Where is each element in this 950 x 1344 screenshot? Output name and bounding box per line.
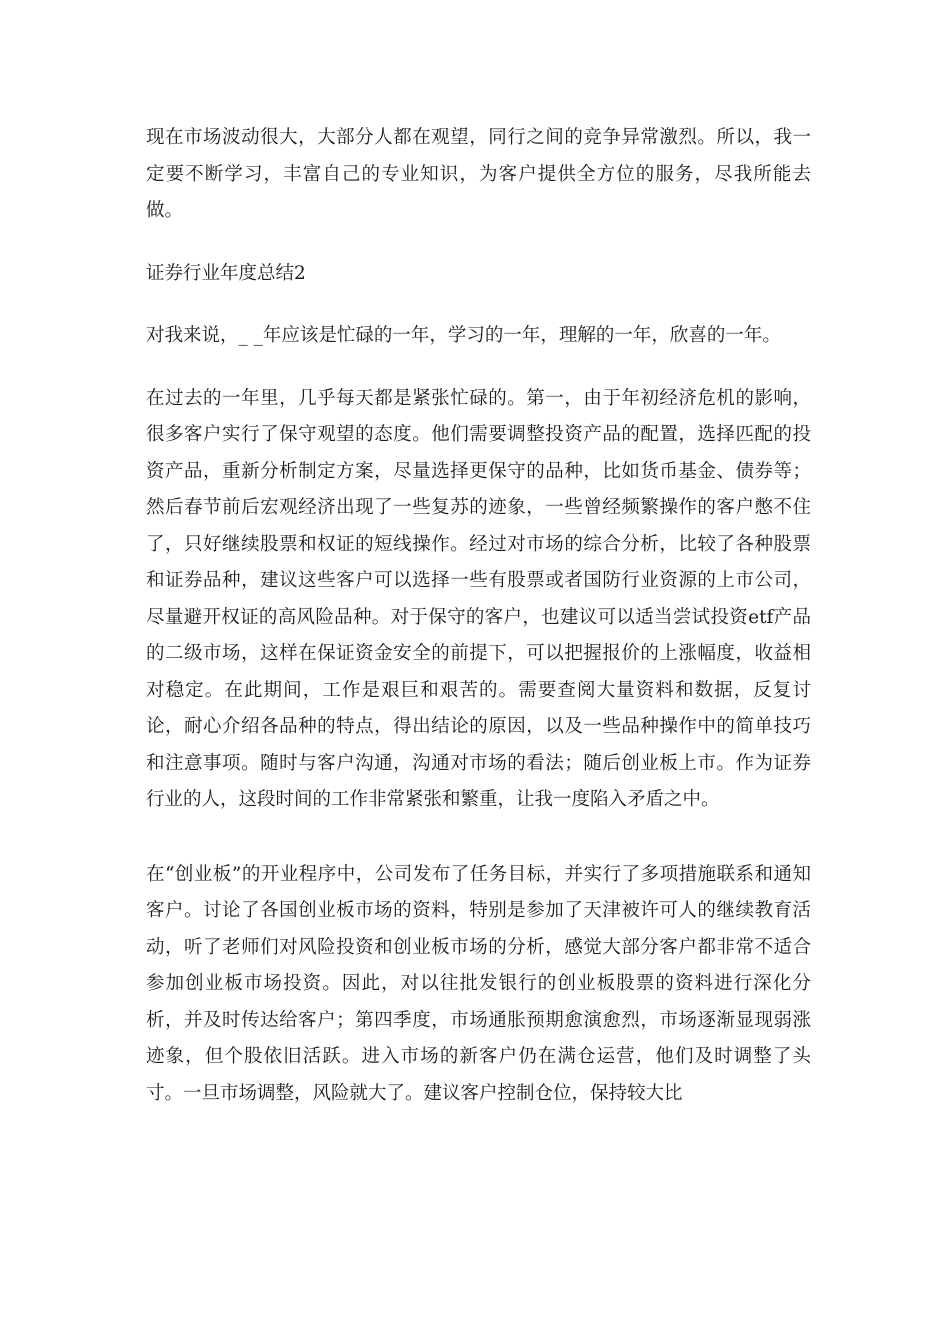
paragraph-year-summary: 对我来说，_ _年应该是忙碌的一年，学习的一年，理解的一年，欣喜的一年。	[146, 325, 781, 346]
paragraph-market-intro: 现在市场波动很大，大部分人都在观望，同行之间的竞争异常激烈。所以，我一定要不断学习，丰富自己的专业知识，为客户提供全方位的服务，尽我所能去做。	[146, 127, 811, 221]
paragraph-spacer	[146, 230, 811, 256]
paragraph-spacer	[146, 819, 811, 857]
paragraph-past-year: 在过去的一年里，几乎每天都是紧张忙碌的。第一，由于年初经济危机的影响，很多客户实行了保守观望的态度。他们需要调整投资产品的配置，选择匹配的投资产品，重新分析制定方案，尽量选择更保守的品种，比如货币基金、债券等；然后春节前后宏观经济出现了一些复苏的迹象，一些曾经频繁操作的客户憋不住了，只好继续股票和权证的短线操作。经过对市场的综合分析，比较了各种股票和证券品种，建议这些客户可以选择一些有股票或者国防行业资源的上市公司，尽量避开权证的高风险品种。对于保守的客户，也建议可以适当尝试投资etf产品的二级市场，这样在保证资金安全的前提下，可以把握报价的上涨幅度，收益相对稳定。在此期间，工作是艰巨和艰苦的。需要查阅大量资料和数据，反复讨论，耐心介绍各品种的特点，得出结论的原因，以及一些品种操作中的简单技巧和注意事项。随时与客户沟通，沟通对市场的看法；随后创业板上市。作为证券行业的人，这段时间的工作非常紧张和繁重，让我一度陷入矛盾之中。	[146, 387, 811, 810]
paragraph-spacer	[146, 292, 811, 318]
document-body	[146, 120, 811, 1112]
section-heading: 证券行业年度总结2	[146, 262, 306, 284]
paragraph-spacer	[146, 355, 811, 381]
paragraph-gem-board: 在“创业板”的开业程序中，公司发布了任务目标，并实行了多项措施联系和通知客户。讨论了各国创业板市场的资料，特别是参加了天津被许可人的继续教育活动，听了老师们对风险投资和创业板市场的分析，感觉大部分客户都非常不适合参加创业板市场投资。因此，对以往批发银行的创业板股票的资料进行深化分析，并及时传达给客户；第四季度，市场通胀预期愈演愈烈，市场逐渐显现弱涨迹象，但个股依旧活跃。进入市场的新客户仍在满仓运营，他们及时调整了头寸。一旦市场调整，风险就大了。建议客户控制仓位，保持较大比	[146, 863, 811, 1104]
